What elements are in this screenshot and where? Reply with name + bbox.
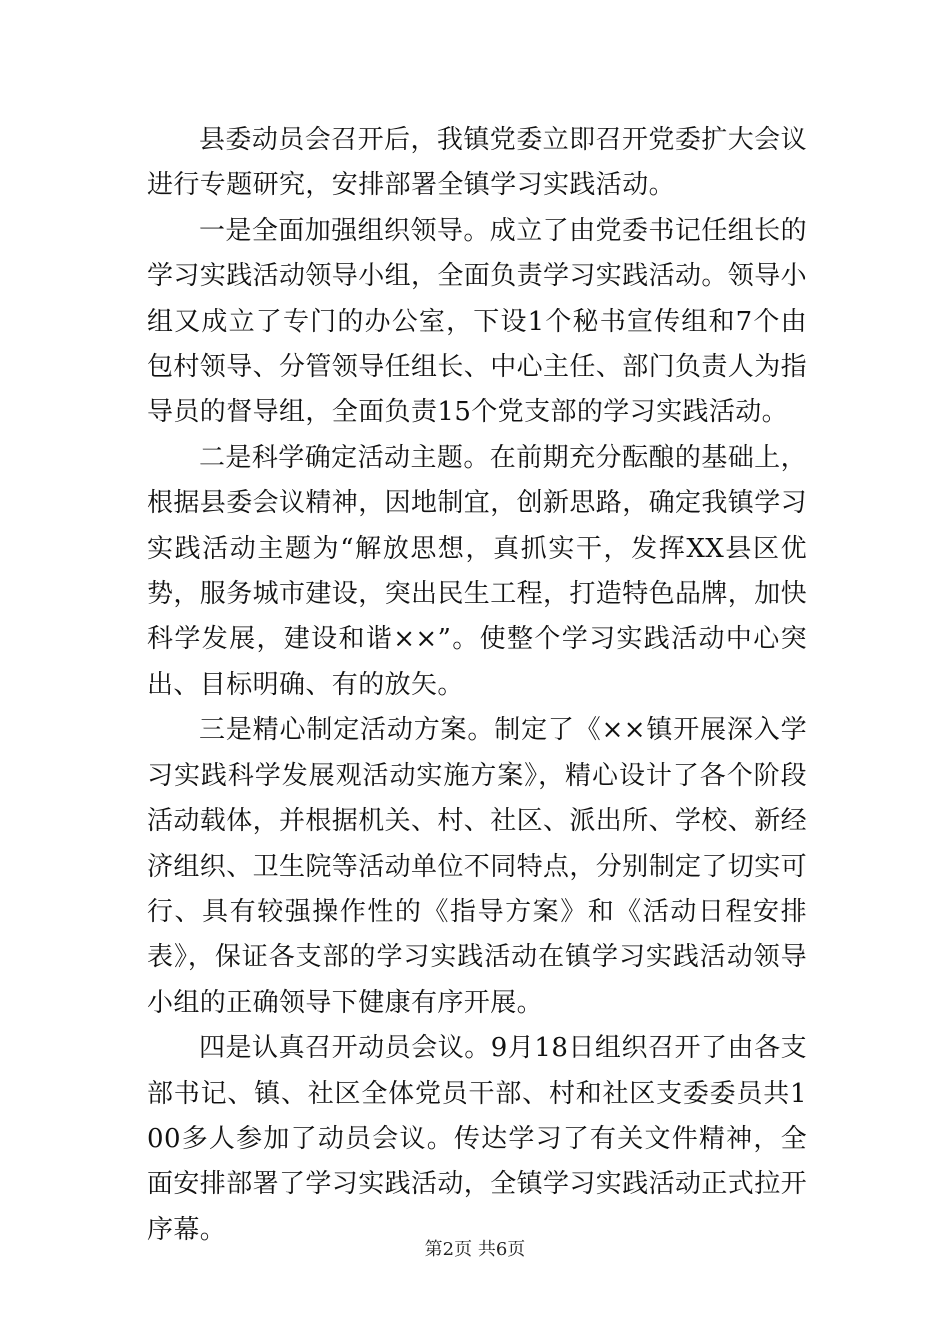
page-number-footer: 第2页 共6页 xyxy=(424,1239,526,1260)
paragraph-organization: 一是全面加强组织领导。成立了由党委书记任组长的学习实践活动领导小组，全面负责学习实践活动。领导小组又成立了专门的办公室，下设1个秘书宣传组和7个由包村领导、分管领导任组长、中心主任、部门负责人为指导员的督导组，全面负责15个党支部的学习实践活动。 xyxy=(147,215,808,428)
document-body xyxy=(147,118,807,1253)
paragraph-intro: 县委动员会召开后，我镇党委立即召开党委扩大会议进行专题研究，安排部署全镇学习实践活动。 xyxy=(147,125,807,201)
paragraph-meeting: 四是认真召开动员会议。9月18日组织召开了由各支部书记、镇、社区全体党员干部、村和社区支委委员共100多人参加了动员会议。传达学习了有关文件精神，全面安排部署了学习实践活动，全镇学习实践活动正式拉开序幕。 xyxy=(147,1033,808,1245)
paragraph-theme: 二是科学确定活动主题。在前期充分酝酿的基础上，根据县委会议精神，因地制宜，创新思路，确定我镇学习实践活动主题为“解放思想，真抓实干，发挥XX县区优势，服务城市建设，突出民生工程，打造特色品牌，加快科学发展，建设和谐××”。使整个学习实践活动中心突出、目标明确、有的放矢。 xyxy=(147,442,808,700)
paragraph-plan: 三是精心制定活动方案。制定了《××镇开展深入学习实践科学发展观活动实施方案》，精心设计了各个阶段活动载体，并根据机关、村、社区、派出所、学校、新经济组织、卫生院等活动单位不同特点，分别制定了切实可行、具有较强操作性的《指导方案》和《活动日程安排表》，保证各支部的学习实践活动在镇学习实践活动领导小组的正确领导下健康有序开展。 xyxy=(147,715,808,1018)
